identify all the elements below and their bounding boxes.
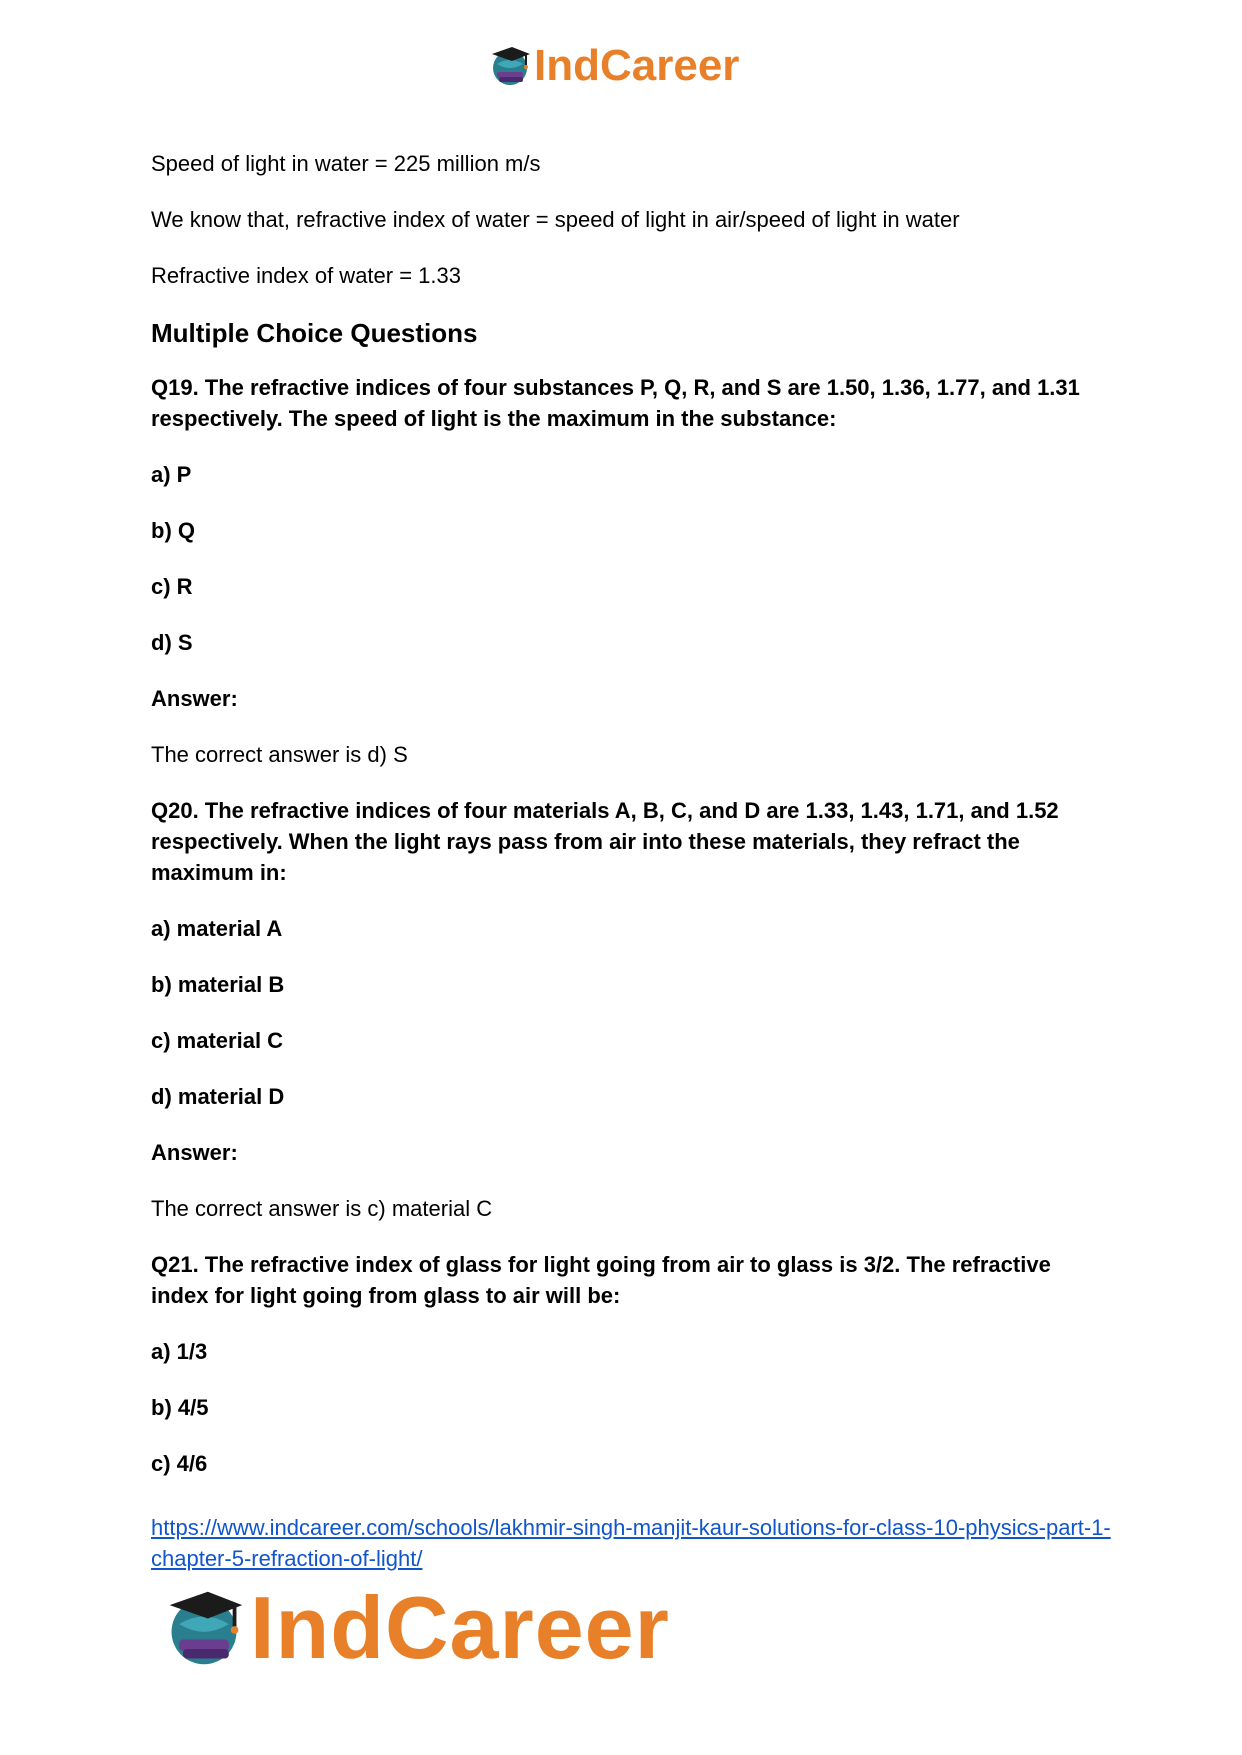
question-20: Q20. The refractive indices of four materials A, B, C, and D are 1.33, 1.43, 1.71, and 1.52 respectively. When the light rays pass from air into these materials, they refract the maximum in: [151, 798, 1059, 885]
q19-option-a: a) P [151, 462, 192, 487]
intro-line-3: Refractive index of water = 1.33 [151, 263, 461, 288]
q19-answer: The correct answer is d) S [151, 742, 408, 767]
footer-logo [162, 1578, 670, 1677]
source-link[interactable]: https://www.indcareer.com/schools/lakhmir-singh-manjit-kaur-solutions-for-class-10-physics-part-1-chapter-5-refraction-of-light/ [151, 1515, 1111, 1571]
q19-option-b: b) Q [151, 518, 195, 543]
q19-answer-label: Answer: [151, 686, 238, 711]
q20-answer-label: Answer: [151, 1140, 238, 1165]
logo-wordmark: IndCareer [534, 41, 740, 90]
q20-option-d: d) material D [151, 1084, 285, 1109]
q20-option-b: b) material B [151, 972, 285, 997]
section-heading: Multiple Choice Questions [151, 318, 478, 348]
q19-option-c: c) R [151, 574, 193, 599]
question-19: Q19. The refractive indices of four substances P, Q, R, and S are 1.50, 1.36, 1.77, and 1.31 respectively. The speed of light is the maximum in the substance: [151, 375, 1080, 431]
q20-option-a: a) material A [151, 916, 283, 941]
q20-answer: The correct answer is c) material C [151, 1196, 493, 1221]
intro-line-2: We know that, refractive index of water = speed of light in air/speed of light in water [151, 207, 960, 232]
q21-option-a: a) 1/3 [151, 1339, 208, 1364]
document-body [151, 148, 1111, 1504]
header-logo [488, 41, 740, 90]
q19-option-d: d) S [151, 630, 193, 655]
intro-line-1: Speed of light in water = 225 million m/s [151, 151, 541, 176]
q21-option-c: c) 4/6 [151, 1451, 208, 1476]
q20-option-c: c) material C [151, 1028, 284, 1053]
graduation-globe-icon [162, 1586, 246, 1670]
logo-wordmark: IndCareer [250, 1578, 670, 1677]
graduation-globe-icon [488, 44, 532, 88]
question-21: Q21. The refractive index of glass for light going from air to glass is 3/2. The refractive index for light going from glass to air will be: [151, 1252, 1051, 1308]
q21-option-b: b) 4/5 [151, 1395, 209, 1420]
